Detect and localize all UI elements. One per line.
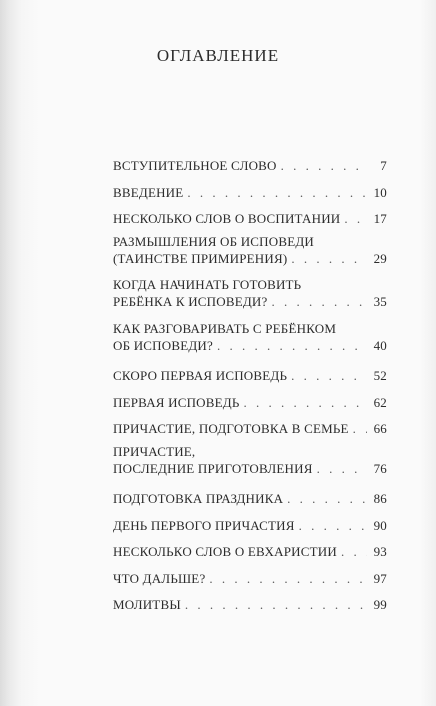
toc-entry [113,276,387,310]
toc-entry-title: ПРИЧАСТИЕ, [113,443,196,459]
toc-entry [113,363,387,390]
toc-entry-line [113,539,387,566]
dot-leader [281,153,367,180]
toc-entry-title: ОБ ИСПОВЕДИ? [113,337,213,353]
toc-entry-line [113,390,387,417]
toc-entry-title: ПОСЛЕДНИЕ ПРИГОТОВЛЕНИЯ [113,460,313,476]
dot-leader [187,180,367,207]
toc-entry-title: РАЗМЫШЛЕНИЯ ОБ ИСПОВЕДИ [113,233,315,249]
dot-leader [185,592,367,619]
toc-entry-line [113,443,387,460]
toc-entry-title: ПРИЧАСТИЕ, ПОДГОТОВКА В СЕМЬЕ [113,421,349,436]
toc-page-number: 86 [373,491,387,506]
toc-page-number: 76 [373,460,387,476]
toc-entry-line [113,250,387,267]
dot-leader [271,293,367,310]
toc-entry-title: ПОДГОТОВКА ПРАЗДНИКА [113,491,284,506]
dot-leader [341,539,367,566]
toc-page-number: 93 [373,544,387,559]
toc-entry-title: НЕСКОЛЬКО СЛОВ О ЕВХАРИСТИИ [113,544,337,559]
dot-leader [209,566,367,593]
dot-leader [287,486,367,513]
toc-entry [113,566,387,593]
table-of-contents [113,153,387,619]
toc-entry [113,206,387,233]
toc-entry-line [113,293,387,310]
toc-entry [113,180,387,207]
toc-entry [113,233,387,267]
toc-entry-line [113,460,387,477]
toc-entry-title: ВВЕДЕНИЕ [113,184,184,200]
toc-entry-line [113,513,387,540]
dot-leader [299,513,367,540]
toc-page-number: 40 [373,337,387,353]
toc-entry-line [113,153,387,180]
toc-entry [113,320,387,354]
dot-leader [217,337,367,354]
toc-entry-title: КОГДА НАЧИНАТЬ ГОТОВИТЬ [113,277,302,292]
toc-entry-title: ВСТУПИТЕЛЬНОЕ СЛОВО [113,158,277,173]
dot-leader [353,416,367,443]
toc-entry-title: КАК РАЗГОВАРИВАТЬ С РЕБЁНКОМ [113,320,337,336]
toc-page-number: 66 [373,421,387,436]
toc-entry [113,539,387,566]
toc-page-number: 97 [373,570,387,586]
toc-entry-title: ПЕРВАЯ ИСПОВЕДЬ [113,394,240,410]
toc-entry-line [113,416,387,443]
dot-leader [291,363,367,390]
toc-entry-line [113,320,387,337]
toc-entry [113,592,387,619]
toc-entry-line [113,566,387,593]
toc-entry [113,153,387,180]
toc-page-number: 99 [373,597,387,612]
toc-entry-line [113,486,387,513]
toc-entry-title: СКОРО ПЕРВАЯ ИСПОВЕДЬ [113,368,288,383]
toc-entry [113,390,387,417]
toc-entry-line [113,337,387,354]
toc-page-number: 90 [373,517,387,533]
toc-entry-line [113,363,387,390]
toc-entry-title: РЕБЁНКА К ИСПОВЕДИ? [113,294,268,309]
toc-entry-title: ДЕНЬ ПЕРВОГО ПРИЧАСТИЯ [113,517,295,533]
toc-entry-line [113,276,387,293]
toc-entry-line [113,180,387,207]
dot-leader [317,460,367,477]
dot-leader [344,206,367,233]
toc-entry-line [113,233,387,250]
dot-leader [244,390,368,417]
toc-entry [113,513,387,540]
toc-page-number: 29 [373,250,387,266]
toc-page-number: 62 [373,394,387,410]
toc-entry-line [113,592,387,619]
toc-entry-title: НЕСКОЛЬКО СЛОВ О ВОСПИТАНИИ [113,211,341,226]
toc-page-number: 52 [373,368,387,383]
toc-page-number: 7 [380,158,387,173]
toc-entry-title: (ТАИНСТВЕ ПРИМИРЕНИЯ) [113,250,288,266]
toc-entry-title: ЧТО ДАЛЬШЕ? [113,570,206,586]
toc-entry-title: МОЛИТВЫ [113,597,181,612]
toc-page-number: 10 [373,184,387,200]
toc-entry [113,416,387,443]
toc-page-number: 35 [373,294,387,309]
toc-page-number: 17 [373,211,387,226]
toc-entry [113,443,387,477]
dot-leader [291,250,367,267]
toc-entry-line [113,206,387,233]
page-title: ОГЛАВЛЕНИЕ [156,46,280,65]
toc-entry [113,486,387,513]
